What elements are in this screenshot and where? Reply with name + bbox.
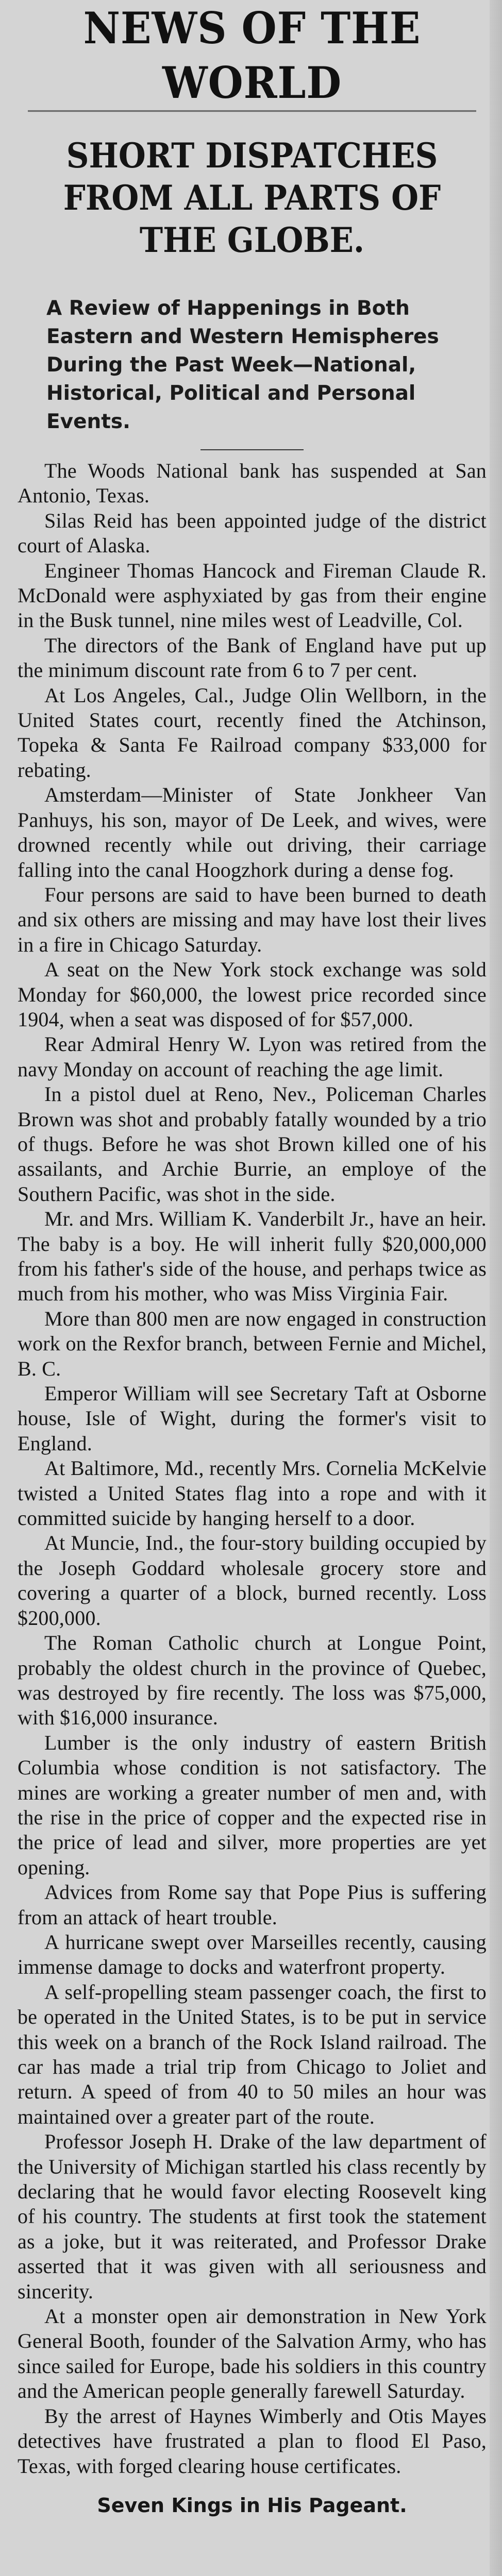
news-paragraph: Professor Joseph H. Drake of the law department of the University of Michigan startled his class recently by declaring that he would favor electing Roosevelt king of his country. The students at first took the statement as a joke, but it was reiterated, and Professor Drake asserted that it was given with all seriousness and sincerity.: [18, 2130, 487, 2303]
news-paragraph: At Baltimore, Md., recently Mrs. Cornelia McKelvie twisted a United States flag into a rope and with it committed suicide by hanging herself to a door.: [18, 1456, 487, 1530]
news-paragraph: Rear Admiral Henry W. Lyon was retired from the navy Monday on account of reaching the age limit.: [18, 1032, 487, 1081]
news-paragraph: The directors of the Bank of England have put up the minimum discount rate from 6 to 7 per cent.: [18, 633, 487, 682]
news-paragraph: At Los Angeles, Cal., Judge Olin Wellborn, in the United States court, recently fined the Atchinson, Topeka & Santa Fe Railroad company $33,000 for rebating.: [18, 683, 487, 782]
news-paragraph: By the arrest of Haynes Wimberly and Otis Mayes detectives have frustrated a plan to flood El Paso, Texas, with forged clearing house certificates.: [18, 2404, 487, 2478]
article-body: [18, 459, 487, 2479]
headline: NEWS OF THE WORLD: [83, 3, 421, 108]
section-divider: [200, 449, 304, 450]
news-paragraph: A seat on the New York stock exchange was sold Monday for $60,000, the lowest price recorded since 1904, when a seat was disposed of for $57,000.: [18, 958, 487, 1031]
news-paragraph: Lumber is the only industry of eastern British Columbia whose condition is not satisfactory. The mines are working a greater number of men and, with the rise in the price of copper and the expected rise in the price of lead and silver, more properties are yet opening.: [18, 1731, 487, 1879]
news-paragraph: Amsterdam—Minister of State Jonkheer Van Panhuys, his son, mayor of De Leek, and wives, were drowned recently while out driving, their carriage falling into the canal Hoogzhork during a dense fog.: [18, 783, 487, 882]
news-paragraph: In a pistol duel at Reno, Nev., Policeman Charles Brown was shot and probably fatally wounded by a trio of thugs. Before he was shot Brown killed one of his assailants, and Archie Burrie, an employe of the Southern Pacific, was shot in the side.: [18, 1082, 487, 1206]
news-paragraph: More than 800 men are now engaged in construction work on the Rexfor branch, between Fernie and Michel, B. C.: [18, 1307, 487, 1380]
news-paragraph: Advices from Rome say that Pope Pius is suffering from an attack of heart trouble.: [18, 1880, 487, 1929]
news-paragraph: A self-propelling steam passenger coach, the first to be operated in the United States, is to be put in service this week on a branch of the Rock Island railroad. The car has made a trial trip from Chicago to Joliet and return. A speed of from 40 to 50 miles an hour was maintained over a greater part of the route.: [18, 1980, 487, 2128]
headline-rule: [28, 110, 476, 114]
news-paragraph: At a monster open air demonstration in New York General Booth, founder of the Salvation Army, who has since sailed for Europe, bade his soldiers in this country and the American people generally farewell Saturday.: [18, 2304, 487, 2403]
subheadline: SHORT DISPATCHES FROM ALL PARTS OF THE GLOBE.: [63, 135, 441, 260]
deck: A Review of Happenings in Both Eastern and Western Hemispheres During the Past Week—National, Historical, Political and Personal Events.: [46, 297, 439, 433]
news-paragraph: Mr. and Mrs. William K. Vanderbilt Jr., have an heir. The baby is a boy. He will inherit fully $20,000,000 from his father's side of the house, and perhaps twice as much from his mother, who was Miss Virginia Fair.: [18, 1207, 487, 1306]
news-paragraph: A hurricane swept over Marseilles recently, causing immense damage to docks and waterfront property.: [18, 1930, 487, 1979]
news-paragraph: Four persons are said to have been burned to death and six others are missing and may have lost their lives in a fire in Chicago Saturday.: [18, 883, 487, 956]
news-paragraph: Emperor William will see Secretary Taft at Osborne house, Isle of Wight, during the former's visit to England.: [18, 1382, 487, 1455]
news-paragraph: Engineer Thomas Hancock and Fireman Claude R. McDonald were asphyxiated by gas from their engine in the Busk tunnel, nine miles west of Leadville, Col.: [18, 558, 487, 632]
news-paragraph: The Roman Catholic church at Longue Point, probably the oldest church in the province of Quebec, was destroyed by fire recently. The loss was $75,000, with $16,000 insurance.: [18, 1631, 487, 1730]
news-paragraph: Silas Reid has been appointed judge of the district court of Alaska.: [18, 509, 487, 557]
news-paragraph: The Woods National bank has suspended at San Antonio, Texas.: [18, 459, 487, 507]
closing-heading: Seven Kings in His Pageant.: [97, 2494, 407, 2517]
news-column: [18, 0, 487, 2518]
paper-edge: [490, 0, 502, 2576]
news-paragraph: At Muncie, Ind., the four-story building occupied by the Joseph Goddard wholesale grocery store and covering a quarter of a block, burned recently. Loss $200,000.: [18, 1531, 487, 1630]
